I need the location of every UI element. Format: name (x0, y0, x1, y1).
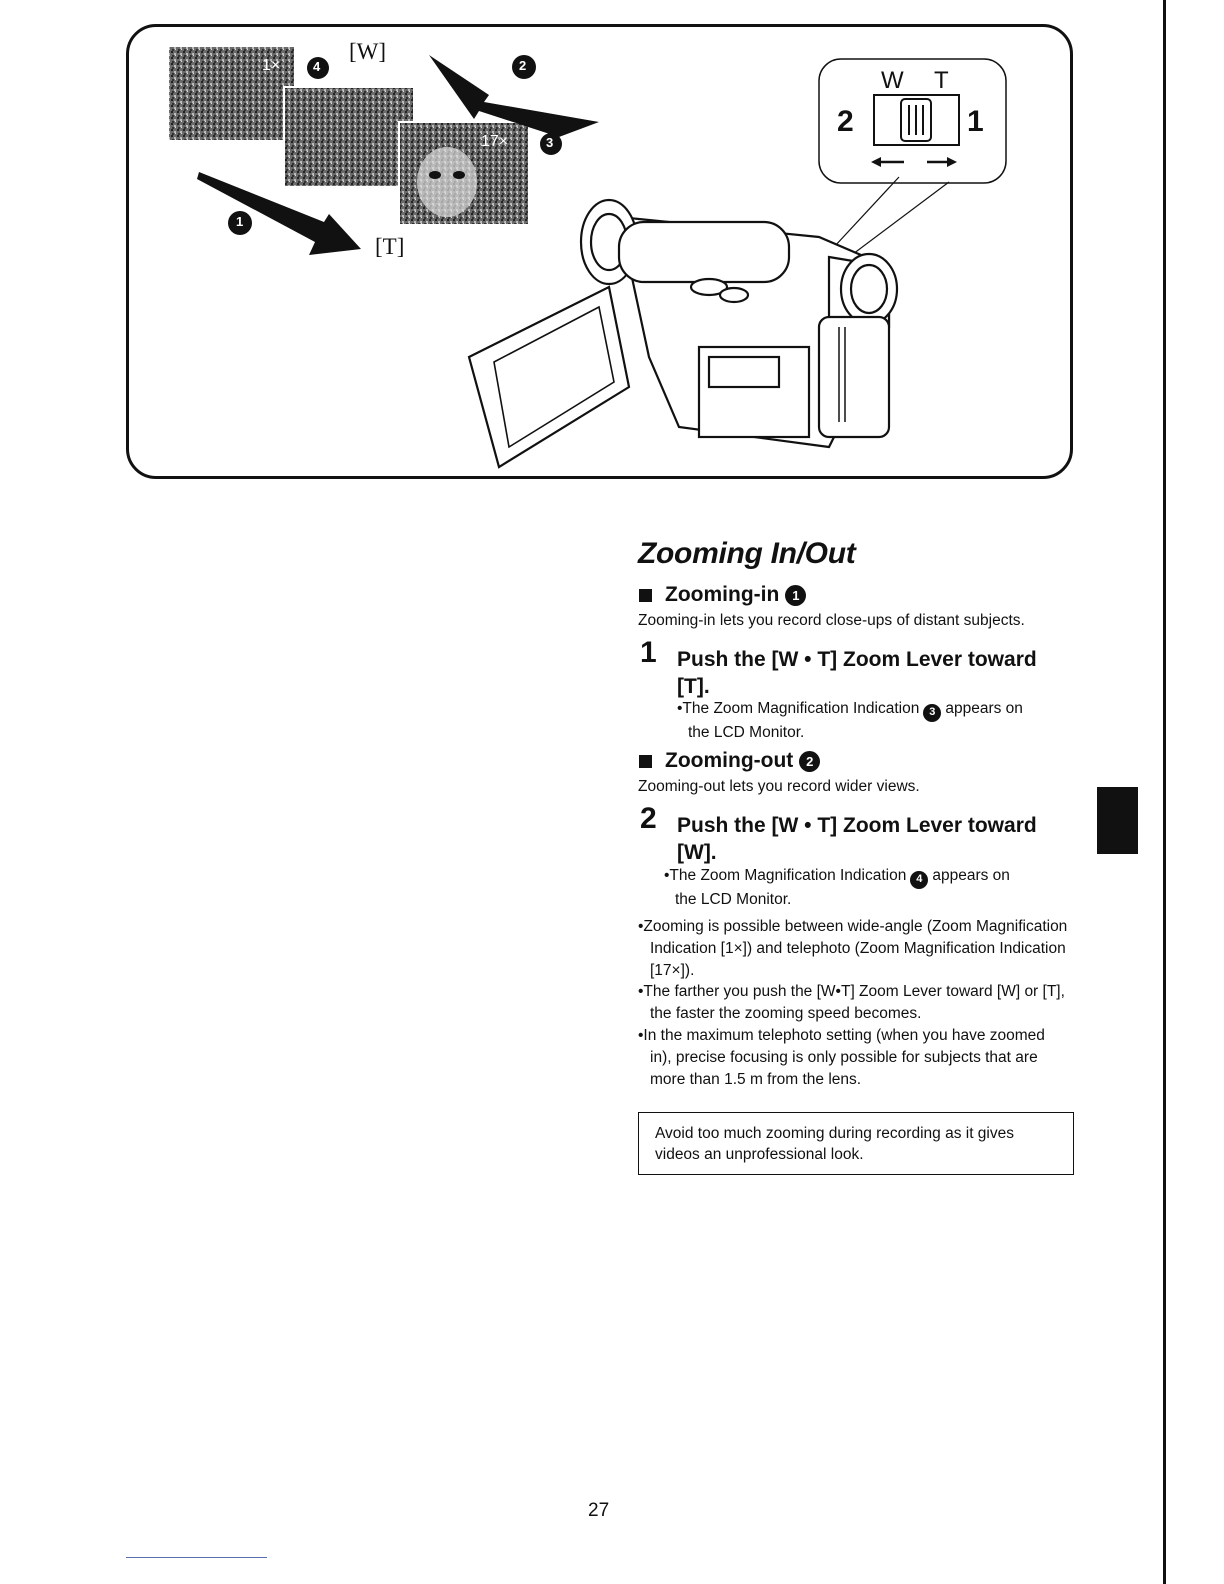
lever-t-label: T (934, 67, 949, 94)
zoom-out-desc: Zooming-out lets you record wider views. (638, 778, 920, 795)
marker-2-label: 2 (519, 58, 527, 73)
camera-diagram (129, 27, 1070, 476)
step-2-note-before: •The Zoom Magnification Indication (664, 867, 907, 884)
photo-mid (284, 87, 414, 187)
marker-4-badge: 4 (910, 871, 928, 889)
step-2-text (677, 812, 1037, 866)
zoom-out-heading (639, 749, 820, 773)
step-1-line2: [T]. (677, 675, 710, 698)
page-number: 27 (588, 1500, 610, 1521)
square-bullet-icon (639, 589, 652, 602)
step-2-note-after: appears on (932, 867, 1010, 884)
step-2-line2: [W]. (677, 841, 717, 864)
lever-w-label: W (881, 67, 904, 94)
note-bullet: •In the maximum telephoto setting (when you have zoomed in), precise focusing is only possible for subjects that are more than 1.5 m from the lens. (638, 1026, 1045, 1088)
section-tab-marker (1097, 787, 1138, 854)
zoom-in-desc: Zooming-in lets you record close-ups of distant subjects. (638, 612, 1025, 629)
step-2-note-line2: the LCD Monitor. (675, 890, 792, 908)
step-2-number: 2 (640, 802, 657, 835)
page-edge-rule (1163, 0, 1166, 1584)
marker-2-badge: 2 (799, 751, 820, 772)
footer-line (126, 1557, 267, 1558)
marker-4-label: 4 (313, 59, 321, 74)
step-1-note (677, 698, 1023, 743)
step-1-line1: Push the [W • T] Zoom Lever toward (677, 648, 1037, 671)
lever-2-label: 2 (837, 105, 854, 138)
label-t: [T] (375, 234, 405, 259)
camcorder-drawing (469, 200, 897, 467)
step-1-text (677, 646, 1037, 700)
zoom-in-heading (639, 583, 806, 607)
zoom-illustration (126, 24, 1073, 479)
marker-3-badge: 3 (923, 704, 941, 722)
section-title: Zooming In/Out (638, 537, 856, 570)
step-1-note-before: •The Zoom Magnification Indication (677, 700, 920, 717)
step-1-number: 1 (640, 636, 657, 669)
step-2-line1: Push the [W • T] Zoom Lever toward (677, 814, 1037, 837)
note-bullet: •The farther you push the [W•T] Zoom Lever toward [W] or [T], the faster the zooming speed becomes. (638, 983, 1065, 1023)
zoom-in-heading-text: Zooming-in (665, 583, 780, 606)
marker-1-label: 1 (236, 214, 244, 229)
step-1-note-after: appears on (945, 700, 1023, 717)
caution-box: Avoid too much zooming during recording as it gives videos an unprofessional look. (638, 1112, 1074, 1175)
lever-1-label: 1 (967, 105, 984, 138)
label-w: [W] (349, 39, 387, 64)
marker-1-badge: 1 (785, 585, 806, 606)
square-bullet-icon (639, 755, 652, 768)
step-1-note-line2: the LCD Monitor. (688, 723, 805, 741)
zoom-17x-readout: 17× (481, 133, 509, 150)
zoom-out-heading-text: Zooming-out (665, 749, 794, 772)
step-2-note (664, 865, 1010, 910)
note-bullet: •Zooming is possible between wide-angle (Zoom Magnification Indication [1×]) and telephoto (Zoom Magnification Indication [17×]). (638, 918, 1068, 979)
zoom-1x-readout: 1× (262, 57, 281, 74)
marker-3-label: 3 (546, 135, 554, 150)
zoom-notes-list (638, 916, 1068, 1090)
